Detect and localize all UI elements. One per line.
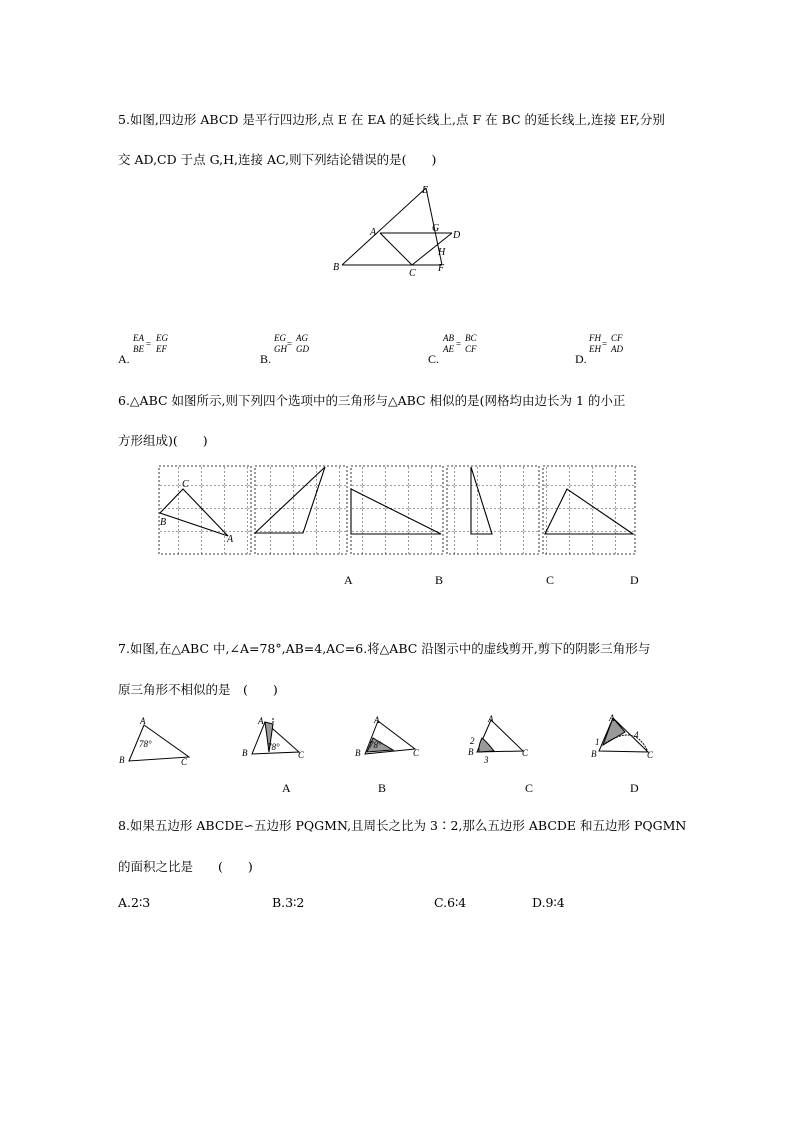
- denominator: AE: [443, 344, 454, 354]
- q7-label-b: B: [119, 755, 125, 765]
- q6-label-b: B: [160, 517, 167, 528]
- q5-text-line1: 5.如图,四边形 ABCD 是平行四边形,点 E 在 EA 的延长线上,点 F 在 BC 的延长线上,连接 EF,分别: [118, 112, 665, 127]
- numerator: FH: [589, 333, 601, 343]
- denominator: BE: [133, 344, 144, 354]
- q5-option-c-fraction1: [443, 333, 454, 355]
- q7b-label-c: C: [413, 748, 420, 758]
- q5-option-d-letter: D.: [575, 352, 587, 366]
- denominator: EF: [156, 344, 167, 354]
- q8-text-line1: 8.如果五边形 ABCDE∽五边形 PQGMN,且周长之比为 3∶2,那么五边形 ABCDE 和五边形 PQGMN: [118, 818, 687, 833]
- numerator: AB: [443, 333, 454, 343]
- q7-text-line2: 原三角形不相似的是 ( ): [118, 682, 278, 697]
- q8-option-d[interactable]: D.9∶4: [532, 895, 565, 910]
- numerator: EG: [274, 333, 286, 343]
- q7d-number-4: 4: [634, 730, 639, 740]
- fig5-label-h: H: [438, 247, 446, 258]
- q7-option-c[interactable]: C: [525, 781, 534, 795]
- q7-option-a[interactable]: A: [282, 781, 291, 795]
- q7c-label-c: C: [522, 748, 529, 758]
- q6-option-d[interactable]: D: [630, 573, 639, 587]
- q5-option-d-fraction1: [589, 333, 601, 355]
- q7-option-b[interactable]: B: [378, 781, 387, 795]
- fig5-label-d: D: [453, 230, 461, 241]
- q5-option-a-fraction1: [133, 333, 144, 355]
- q5-parallelogram-figure: [330, 183, 470, 283]
- q7d-number-1: 1: [595, 737, 600, 747]
- q7a-label-b: B: [242, 748, 248, 758]
- numerator: EA: [133, 333, 144, 343]
- q7-option-d[interactable]: D: [630, 781, 639, 795]
- numerator: BC: [465, 333, 477, 343]
- fig5-label-e: E: [422, 185, 429, 196]
- q7c-label-b: B: [468, 747, 474, 757]
- q6-text-line1: 6.△ABC 如图所示,则下列四个选项中的三角形与△ABC 相似的是(网格均由边长为 1 的小正: [118, 393, 626, 408]
- q8-text-line2: 的面积之比是 ( ): [118, 859, 253, 874]
- q7b-label-a: A: [374, 715, 380, 725]
- q7a-label-c: C: [298, 750, 305, 760]
- q6-grid-figure: [155, 462, 640, 558]
- q5-option-a-letter: A.: [118, 352, 130, 366]
- q7-label-a: A: [140, 716, 146, 726]
- fig5-label-b: B: [333, 262, 340, 273]
- q7d-label-c: C: [647, 750, 654, 760]
- denominator: GD: [296, 344, 309, 354]
- fig5-label-g: G: [432, 223, 440, 234]
- q7c-label-a: A: [488, 714, 494, 724]
- q7-triangle-figures: [115, 712, 670, 772]
- fig5-label-f: F: [438, 263, 445, 274]
- q5-option-a-equals: =: [146, 339, 152, 349]
- fig5-label-c: C: [409, 268, 416, 279]
- fig5-label-a: A: [370, 227, 377, 238]
- q7b-label-b: B: [355, 748, 361, 758]
- q7b-angle: 78°: [369, 740, 382, 750]
- q7c-number-2: 2: [470, 736, 475, 746]
- q6-label-a: A: [227, 534, 234, 545]
- q5-option-d-fraction2: [611, 333, 623, 355]
- denominator: GH: [274, 344, 287, 354]
- q6-option-c[interactable]: C: [546, 573, 555, 587]
- q8-option-b[interactable]: B.3∶2: [272, 895, 305, 910]
- q5-option-c-letter: C.: [428, 352, 440, 366]
- q7a-label-a: A: [258, 716, 264, 726]
- denominator: EH: [589, 344, 601, 354]
- q6-option-b[interactable]: B: [435, 573, 444, 587]
- q6-text-line2: 方形组成)( ): [118, 433, 208, 448]
- q7d-label-a: A: [609, 713, 615, 723]
- numerator: EG: [156, 333, 168, 343]
- q7a-angle: 78°: [267, 742, 280, 752]
- q7d-label-b: B: [591, 749, 597, 759]
- q7c-number-3: 3: [484, 755, 489, 765]
- q7-angle-label: 78°: [139, 739, 152, 749]
- q5-option-c-equals: =: [456, 339, 462, 349]
- q7-text-line1: 7.如图,在△ABC 中,∠A=78°,AB=4,AC=6.将△ABC 沿图示中的虚线剪开,剪下的阴影三角形与: [118, 641, 651, 656]
- q5-option-a-fraction2: [156, 333, 168, 355]
- q6-label-c: C: [182, 479, 189, 490]
- q5-option-b-fraction2: [296, 333, 309, 355]
- q5-text-line2: 交 AD,CD 于点 G,H,连接 AC,则下列结论错误的是( ): [118, 152, 437, 167]
- q7-label-c: C: [181, 757, 188, 767]
- numerator: AG: [296, 333, 308, 343]
- q5-option-b-equals: =: [287, 339, 293, 349]
- denominator: AD: [611, 344, 623, 354]
- q8-option-a[interactable]: A.2∶3: [118, 895, 151, 910]
- q5-option-b-fraction1: [274, 333, 287, 355]
- numerator: CF: [611, 333, 623, 343]
- q5-option-b-letter: B.: [260, 352, 272, 366]
- q5-option-c-fraction2: [465, 333, 477, 355]
- denominator: CF: [465, 344, 477, 354]
- q8-option-c[interactable]: C.6∶4: [434, 895, 467, 910]
- q6-option-a[interactable]: A: [344, 573, 353, 587]
- q5-option-d-equals: =: [602, 339, 608, 349]
